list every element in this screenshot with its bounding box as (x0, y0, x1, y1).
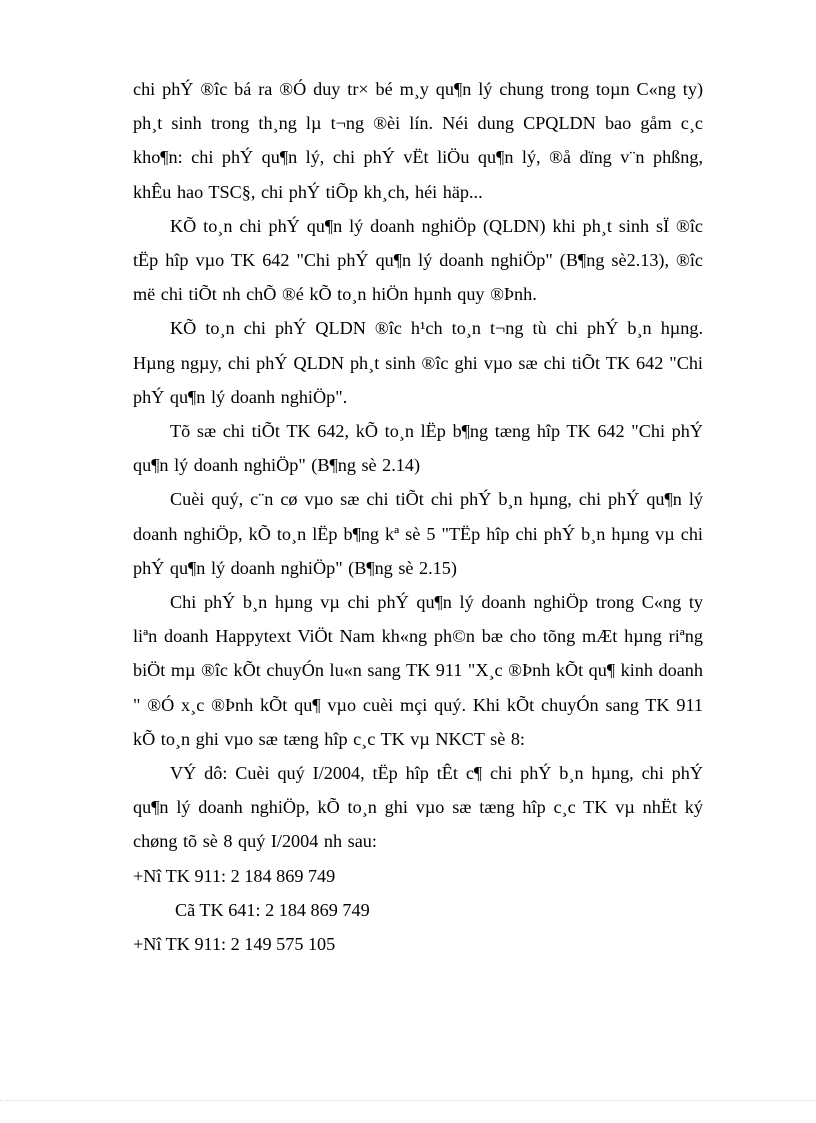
paragraph-qldn-recording: KÕ to¸n chi phÝ QLDN ®îc h¹ch to¸n t¬ng tù chi phÝ b¸n hµng. Hµng ngµy, chi phÝ QLDN ph¸t sinh ®îc ghi vµo sæ chi tiÕt TK 642 "Chi phÝ qu¶n lý doanh nghiÖp". (133, 318, 703, 407)
body-text (133, 72, 703, 961)
journal-entry-credit-1: Cã TK 641: 2 184 869 749 (175, 899, 370, 920)
paragraph-example: VÝ dô: Cuèi quý I/2004, tËp hîp tÊt c¶ chi phÝ b¸n hµng, chi phÝ qu¶n lý doanh nghiÖp, kÕ to¸n ghi vµo sæ tæng hîp c¸c TK vµ nhËt ký chøng tõ sè 8 quý I/2004 nh sau: (133, 763, 703, 852)
paragraph-transfer-911: Chi phÝ b¸n hµng vµ chi phÝ qu¶n lý doanh nghiÖp trong C«ng ty liªn doanh Happytext ViÖt Nam kh«ng ph©n bæ cho tõng mÆt hµng riªng biÖt mµ ®îc kÕt chuyÓn lu«n sang TK 911 "X¸c ®Þnh kÕt qu¶ kinh doanh " ®Ó x¸c ®Þnh kÕt qu¶ vµo cuèi mçi quý. Khi kÕt chuyÓn sang TK 911 kÕ to¸n ghi vµo sæ tæng hîp c¸c TK vµ NKCT sè 8: (133, 592, 703, 749)
paragraph-summary-table: Tõ sæ chi tiÕt TK 642, kÕ to¸n lËp b¶ng tæng hîp TK 642 "Chi phÝ qu¶n lý doanh nghiÖp" (B¶ng sè 2.14) (133, 421, 703, 476)
journal-entry-debit-1: +Nî TK 911: 2 184 869 749 (133, 865, 336, 886)
journal-entry-debit-2: +Nî TK 911: 2 149 575 105 (133, 934, 336, 955)
page-bottom-divider (0, 1100, 816, 1101)
paragraph-quarter-end: Cuèi quý, c¨n cø vµo sæ chi tiÕt chi phÝ b¸n hµng, chi phÝ qu¶n lý doanh nghiÖp, kÕ to¸n lËp b¶ng kª sè 5 "TËp hîp chi phÝ b¸n hµng vµ chi phÝ qu¶n lý doanh nghiÖp" (B¶ng sè 2.15) (133, 489, 703, 578)
paragraph-continuation: chi phÝ ®îc bá ra ®Ó duy tr× bé m¸y qu¶n lý chung trong toµn C«ng ty) ph¸t sinh trong th¸ng lµ t¬ng ®èi lín. Néi dung CPQLDN bao gåm c¸c kho¶n: chi phÝ qu¶n lý, chi phÝ vËt liÖu qu¶n lý, ®å dïng v¨n phßng, khÊu hao TSC§, chi phÝ tiÕp kh¸ch, héi häp... (133, 79, 703, 202)
paragraph-qldn-accounting: KÕ to¸n chi phÝ qu¶n lý doanh nghiÖp (QLDN) khi ph¸t sinh sÏ ®îc tËp hîp vµo TK 642 "Chi phÝ qu¶n lý doanh nghiÖp" (B¶ng sè2.13), ®îc më chi tiÕt nh chÕ ®é kÕ to¸n hiÖn hµnh quy ®Þnh. (133, 215, 703, 305)
